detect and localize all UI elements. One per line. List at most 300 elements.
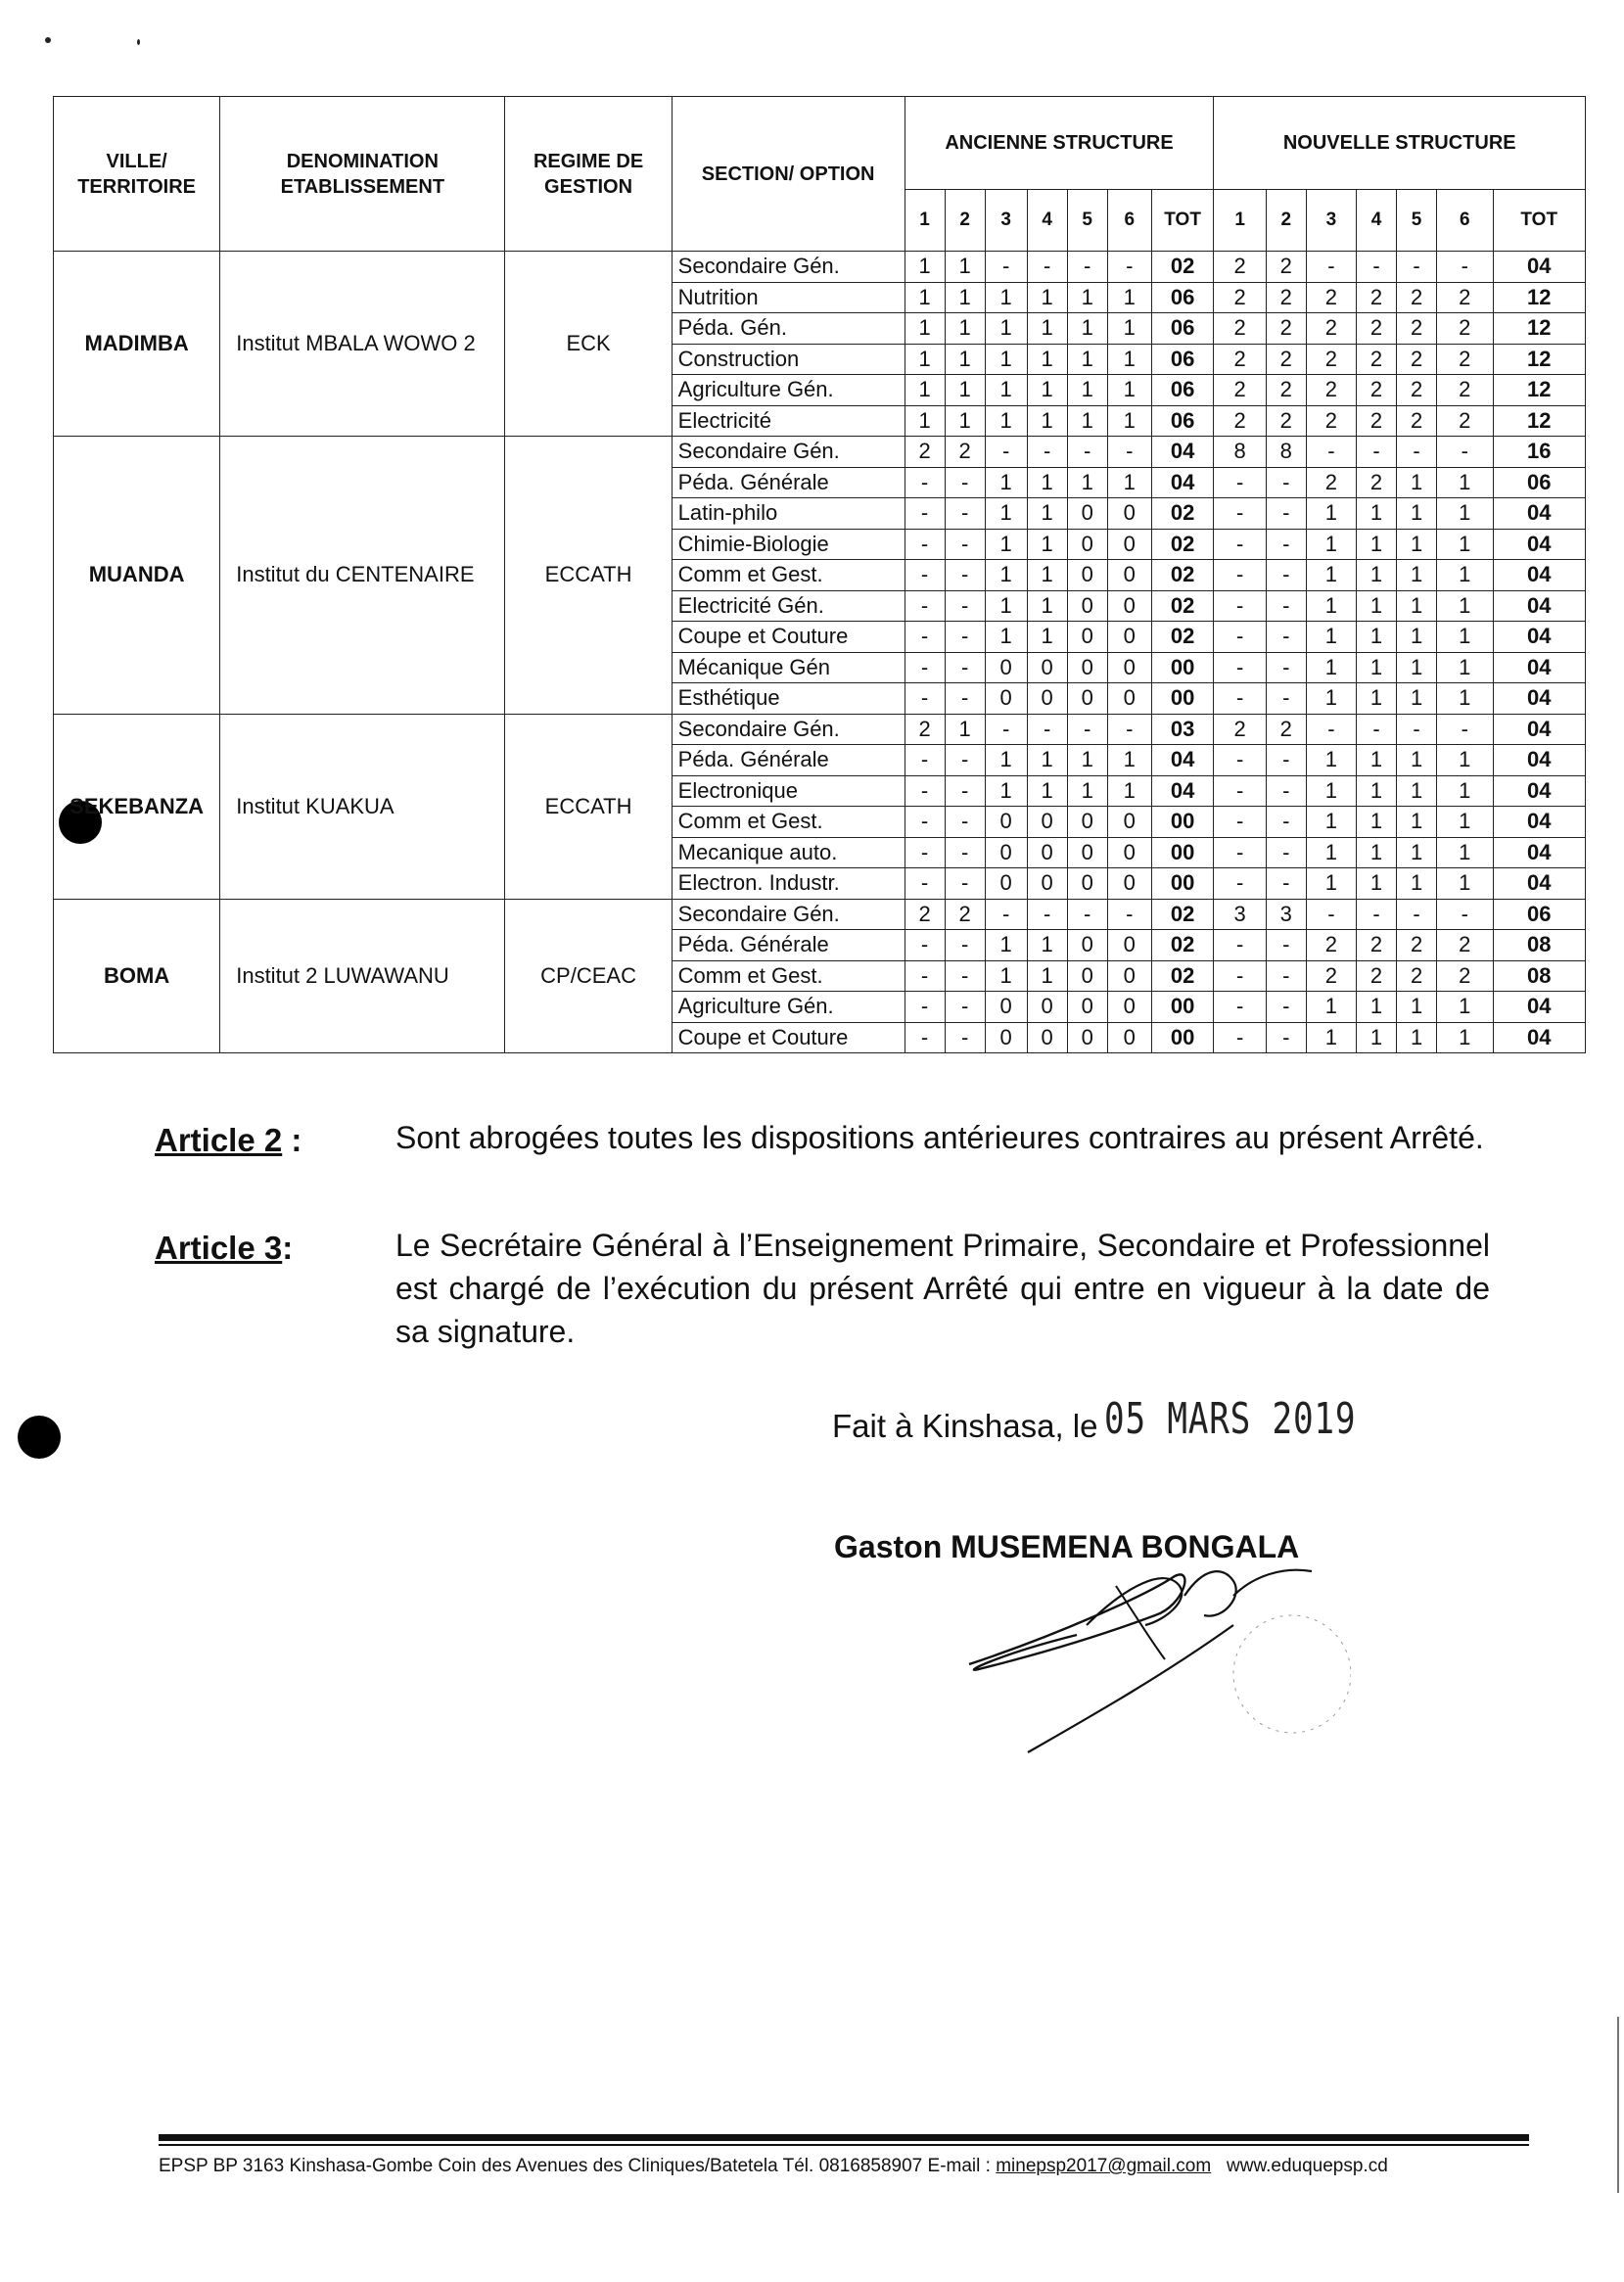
ancienne-value: - <box>905 652 945 683</box>
ancienne-value: - <box>905 930 945 961</box>
nouvelle-total: 04 <box>1493 868 1586 900</box>
nouvelle-value: - <box>1357 252 1397 283</box>
ancienne-value: 1 <box>1107 405 1151 437</box>
nouvelle-value: 1 <box>1397 467 1437 498</box>
section-cell: Electronique <box>672 775 905 807</box>
footer-address: EPSP BP 3163 Kinshasa-Gombe Coin des Avenues des Cliniques/Batetela Tél. 0816858907 E-mail : <box>159 2156 991 2176</box>
ancienne-value: - <box>1027 714 1067 745</box>
section-cell: Coupe et Couture <box>672 1022 905 1053</box>
ancienne-value: - <box>985 437 1027 468</box>
ancienne-value: 0 <box>985 868 1027 900</box>
ancienne-value: 1 <box>1067 775 1107 807</box>
section-cell: Nutrition <box>672 282 905 313</box>
nouvelle-total: 12 <box>1493 313 1586 345</box>
header-nouvelle-structure: NOUVELLE STRUCTURE <box>1214 97 1586 190</box>
section-cell: Comm et Gest. <box>672 807 905 838</box>
ancienne-value: 0 <box>1067 807 1107 838</box>
ancienne-value: 0 <box>1107 622 1151 653</box>
scan-speck <box>45 37 51 43</box>
article-label: Article 2 : <box>155 1122 302 1158</box>
ville-cell: BOMA <box>54 899 220 1053</box>
section-cell: Mécanique Gén <box>672 652 905 683</box>
ancienne-value: - <box>945 930 985 961</box>
ancienne-value: 1 <box>985 960 1027 992</box>
nouvelle-total: 04 <box>1493 252 1586 283</box>
ancienne-total: 06 <box>1151 282 1214 313</box>
ancienne-value: 1 <box>945 405 985 437</box>
denomination-cell: Institut KUAKUA <box>220 714 505 899</box>
nouvelle-value: 1 <box>1306 775 1356 807</box>
ancienne-value: 1 <box>1067 467 1107 498</box>
nouvelle-value: - <box>1266 837 1306 868</box>
ancienne-value: 1 <box>1027 560 1067 591</box>
ancienne-value: 0 <box>1027 1022 1067 1053</box>
nouvelle-total: 04 <box>1493 622 1586 653</box>
place-line: Fait à Kinshasa, le <box>832 1408 1098 1444</box>
nouvelle-value: 8 <box>1266 437 1306 468</box>
nouvelle-value: 1 <box>1397 837 1437 868</box>
nouvelle-value: 2 <box>1437 282 1493 313</box>
nouvelle-value: 1 <box>1437 498 1493 530</box>
ancienne-value: - <box>905 560 945 591</box>
nouvelle-value: 2 <box>1306 313 1356 345</box>
nouvelle-total: 04 <box>1493 992 1586 1023</box>
nouvelle-value: 2 <box>1266 405 1306 437</box>
nouvelle-value: 1 <box>1397 683 1437 715</box>
nouvelle-col-header: 2 <box>1266 190 1306 252</box>
ancienne-value: - <box>905 837 945 868</box>
ancienne-value: 0 <box>1107 652 1151 683</box>
ancienne-value: - <box>945 683 985 715</box>
ancienne-value: 0 <box>1067 837 1107 868</box>
ancienne-value: - <box>1027 437 1067 468</box>
nouvelle-value: 2 <box>1306 344 1356 375</box>
footer-email[interactable]: minepsp2017@gmail.com <box>996 2156 1212 2176</box>
nouvelle-value: 2 <box>1437 960 1493 992</box>
nouvelle-value: - <box>1214 992 1266 1023</box>
nouvelle-value: 2 <box>1397 960 1437 992</box>
section-cell: Comm et Gest. <box>672 560 905 591</box>
section-cell: Agriculture Gén. <box>672 375 905 406</box>
ancienne-value: 0 <box>1107 960 1151 992</box>
nouvelle-total: 04 <box>1493 714 1586 745</box>
footer <box>159 2156 1549 2177</box>
ancienne-total: 06 <box>1151 313 1214 345</box>
nouvelle-value: - <box>1437 714 1493 745</box>
ancienne-value: - <box>985 899 1027 930</box>
nouvelle-value: 2 <box>1214 344 1266 375</box>
nouvelle-value: - <box>1214 807 1266 838</box>
ancienne-value: 1 <box>1107 745 1151 776</box>
ancienne-total: 00 <box>1151 992 1214 1023</box>
nouvelle-value: - <box>1214 930 1266 961</box>
nouvelle-value: - <box>1437 252 1493 283</box>
ancienne-total: 00 <box>1151 868 1214 900</box>
ancienne-total: 04 <box>1151 775 1214 807</box>
ancienne-value: 0 <box>1107 868 1151 900</box>
header-denomination: DENOMINATION ETABLISSEMENT <box>220 97 505 252</box>
table-row <box>54 714 1586 745</box>
nouvelle-value: 1 <box>1397 775 1437 807</box>
nouvelle-value: 2 <box>1266 344 1306 375</box>
ancienne-value: 0 <box>1027 837 1067 868</box>
ancienne-value: 1 <box>1027 775 1067 807</box>
ancienne-total: 06 <box>1151 405 1214 437</box>
ancienne-value: 1 <box>945 375 985 406</box>
ancienne-value: - <box>1027 252 1067 283</box>
nouvelle-total: 04 <box>1493 590 1586 622</box>
ancienne-value: 0 <box>985 807 1027 838</box>
nouvelle-value: 2 <box>1357 467 1397 498</box>
ancienne-col-header: TOT <box>1151 190 1214 252</box>
nouvelle-value: - <box>1266 992 1306 1023</box>
ancienne-value: 0 <box>985 837 1027 868</box>
ancienne-value: 0 <box>1027 652 1067 683</box>
ancienne-value: - <box>1067 252 1107 283</box>
ancienne-value: 0 <box>1107 807 1151 838</box>
ancienne-value: - <box>945 467 985 498</box>
ancienne-value: 0 <box>985 1022 1027 1053</box>
ancienne-value: - <box>945 837 985 868</box>
ancienne-value: 0 <box>1107 837 1151 868</box>
nouvelle-value: 2 <box>1357 405 1397 437</box>
ancienne-value: - <box>945 807 985 838</box>
nouvelle-value: - <box>1437 899 1493 930</box>
ancienne-total: 02 <box>1151 590 1214 622</box>
date-stamp: 05 MARS 2019 <box>1104 1394 1357 1444</box>
ancienne-value: 1 <box>985 282 1027 313</box>
ancienne-total: 02 <box>1151 252 1214 283</box>
ancienne-value: 1 <box>1107 282 1151 313</box>
ancienne-col-header: 4 <box>1027 190 1067 252</box>
nouvelle-col-header: 6 <box>1437 190 1493 252</box>
section-cell: Agriculture Gén. <box>672 992 905 1023</box>
ancienne-value: 0 <box>1067 560 1107 591</box>
ancienne-value: 0 <box>985 652 1027 683</box>
nouvelle-col-header: 3 <box>1306 190 1356 252</box>
nouvelle-total: 04 <box>1493 745 1586 776</box>
nouvelle-value: - <box>1266 683 1306 715</box>
nouvelle-value: 1 <box>1397 992 1437 1023</box>
nouvelle-value: 2 <box>1214 252 1266 283</box>
ancienne-value: - <box>905 960 945 992</box>
ancienne-col-header: 2 <box>945 190 985 252</box>
nouvelle-value: - <box>1266 652 1306 683</box>
nouvelle-value: 1 <box>1357 775 1397 807</box>
ancienne-value: - <box>1107 437 1151 468</box>
ancienne-value: 1 <box>1027 344 1067 375</box>
ancienne-value: 1 <box>1107 344 1151 375</box>
nouvelle-value: - <box>1214 498 1266 530</box>
ancienne-value: - <box>905 807 945 838</box>
ancienne-value: 0 <box>1067 868 1107 900</box>
nouvelle-value: - <box>1214 1022 1266 1053</box>
ancienne-value: - <box>905 1022 945 1053</box>
nouvelle-col-header: 4 <box>1357 190 1397 252</box>
nouvelle-value: - <box>1214 745 1266 776</box>
nouvelle-value: - <box>1266 807 1306 838</box>
establishment-table <box>53 96 1586 1053</box>
nouvelle-value: 1 <box>1437 652 1493 683</box>
nouvelle-value: 1 <box>1306 837 1356 868</box>
nouvelle-total: 04 <box>1493 529 1586 560</box>
nouvelle-value: - <box>1306 899 1356 930</box>
ancienne-value: 1 <box>1107 775 1151 807</box>
nouvelle-value: 1 <box>1357 992 1397 1023</box>
ville-cell: MUANDA <box>54 437 220 715</box>
section-cell: Electricité Gén. <box>672 590 905 622</box>
nouvelle-value: 2 <box>1397 282 1437 313</box>
nouvelle-value: 3 <box>1266 899 1306 930</box>
nouvelle-value: - <box>1397 437 1437 468</box>
regime-cell: CP/CEAC <box>505 899 672 1053</box>
nouvelle-total: 04 <box>1493 498 1586 530</box>
nouvelle-value: 1 <box>1437 745 1493 776</box>
nouvelle-value: 2 <box>1397 405 1437 437</box>
ancienne-value: 1 <box>985 313 1027 345</box>
nouvelle-value: 1 <box>1437 622 1493 653</box>
section-cell: Construction <box>672 344 905 375</box>
ancienne-value: 1 <box>945 344 985 375</box>
nouvelle-value: 1 <box>1397 1022 1437 1053</box>
nouvelle-value: - <box>1266 1022 1306 1053</box>
ancienne-value: - <box>945 652 985 683</box>
ville-cell: MADIMBA <box>54 252 220 437</box>
ancienne-col-header: 5 <box>1067 190 1107 252</box>
ancienne-value: 1 <box>905 375 945 406</box>
footer-rule <box>159 2134 1529 2141</box>
ancienne-value: - <box>945 775 985 807</box>
nouvelle-value: 1 <box>1397 745 1437 776</box>
nouvelle-value: - <box>1266 622 1306 653</box>
ancienne-value: 1 <box>985 344 1027 375</box>
ancienne-value: 1 <box>1107 375 1151 406</box>
ville-cell: SEKEBANZA <box>54 714 220 899</box>
nouvelle-value: - <box>1357 437 1397 468</box>
nouvelle-value: 2 <box>1357 960 1397 992</box>
nouvelle-value: 2 <box>1306 467 1356 498</box>
nouvelle-total: 16 <box>1493 437 1586 468</box>
nouvelle-value: 3 <box>1214 899 1266 930</box>
ancienne-value: - <box>905 529 945 560</box>
denomination-cell: Institut du CENTENAIRE <box>220 437 505 715</box>
section-cell: Secondaire Gén. <box>672 437 905 468</box>
ancienne-value: 1 <box>945 714 985 745</box>
nouvelle-total: 04 <box>1493 683 1586 715</box>
nouvelle-value: - <box>1266 529 1306 560</box>
ancienne-value: 0 <box>1107 930 1151 961</box>
nouvelle-value: 1 <box>1357 498 1397 530</box>
nouvelle-value: - <box>1266 560 1306 591</box>
nouvelle-value: - <box>1266 590 1306 622</box>
nouvelle-value: - <box>1214 868 1266 900</box>
ancienne-value: - <box>905 775 945 807</box>
nouvelle-value: - <box>1214 590 1266 622</box>
section-cell: Secondaire Gén. <box>672 714 905 745</box>
nouvelle-value: 1 <box>1437 467 1493 498</box>
nouvelle-value: 1 <box>1397 498 1437 530</box>
regime-cell: ECCATH <box>505 437 672 715</box>
ancienne-value: 0 <box>1107 560 1151 591</box>
nouvelle-value: 2 <box>1437 313 1493 345</box>
ancienne-value: - <box>1067 437 1107 468</box>
nouvelle-value: - <box>1357 714 1397 745</box>
nouvelle-value: 2 <box>1357 313 1397 345</box>
ancienne-value: 1 <box>1027 498 1067 530</box>
nouvelle-value: 1 <box>1437 807 1493 838</box>
signer-name: Gaston MUSEMENA BONGALA <box>834 1529 1300 1564</box>
ancienne-value: 1 <box>1027 282 1067 313</box>
article-label: Article 3: <box>155 1230 294 1266</box>
section-cell: Péda. Générale <box>672 930 905 961</box>
nouvelle-total: 04 <box>1493 1022 1586 1053</box>
ancienne-value: 1 <box>1067 344 1107 375</box>
ancienne-value: 0 <box>1107 498 1151 530</box>
nouvelle-total: 06 <box>1493 899 1586 930</box>
nouvelle-value: 2 <box>1437 375 1493 406</box>
ancienne-value: 0 <box>1067 529 1107 560</box>
footer-rule <box>159 2144 1529 2146</box>
ancienne-col-header: 6 <box>1107 190 1151 252</box>
section-cell: Mecanique auto. <box>672 837 905 868</box>
ancienne-value: 1 <box>1027 960 1067 992</box>
ancienne-value: - <box>945 560 985 591</box>
ancienne-value: 1 <box>985 622 1027 653</box>
section-cell: Esthétique <box>672 683 905 715</box>
nouvelle-value: 2 <box>1266 714 1306 745</box>
nouvelle-value: - <box>1266 745 1306 776</box>
nouvelle-value: 2 <box>1437 405 1493 437</box>
nouvelle-value: 1 <box>1437 775 1493 807</box>
nouvelle-value: 1 <box>1357 1022 1397 1053</box>
nouvelle-value: 2 <box>1214 375 1266 406</box>
nouvelle-total: 12 <box>1493 375 1586 406</box>
ancienne-value: 1 <box>1027 467 1067 498</box>
ancienne-total: 04 <box>1151 437 1214 468</box>
nouvelle-value: - <box>1397 899 1437 930</box>
nouvelle-value: 1 <box>1306 807 1356 838</box>
nouvelle-value: 2 <box>1266 252 1306 283</box>
ancienne-value: - <box>945 992 985 1023</box>
ancienne-value: 1 <box>1067 375 1107 406</box>
ancienne-value: - <box>1107 252 1151 283</box>
nouvelle-value: - <box>1214 775 1266 807</box>
nouvelle-value: - <box>1214 622 1266 653</box>
ancienne-total: 02 <box>1151 622 1214 653</box>
ancienne-total: 06 <box>1151 375 1214 406</box>
ancienne-value: - <box>905 622 945 653</box>
nouvelle-value: 1 <box>1306 529 1356 560</box>
nouvelle-value: 1 <box>1437 992 1493 1023</box>
nouvelle-value: 2 <box>1437 344 1493 375</box>
ancienne-value: 1 <box>1027 529 1067 560</box>
section-cell: Coupe et Couture <box>672 622 905 653</box>
nouvelle-value: 2 <box>1397 375 1437 406</box>
ancienne-value: 1 <box>1027 930 1067 961</box>
nouvelle-value: - <box>1306 714 1356 745</box>
nouvelle-value: 1 <box>1306 1022 1356 1053</box>
nouvelle-value: - <box>1214 683 1266 715</box>
nouvelle-value: - <box>1266 775 1306 807</box>
article-text: Sont abrogées toutes les dispositions antérieures contraires au présent Arrêté. <box>395 1120 1484 1155</box>
header-ancienne-structure: ANCIENNE STRUCTURE <box>905 97 1214 190</box>
ancienne-value: 1 <box>985 775 1027 807</box>
nouvelle-value: 2 <box>1357 282 1397 313</box>
nouvelle-value: 2 <box>1357 375 1397 406</box>
section-cell: Péda. Générale <box>672 745 905 776</box>
ancienne-value: 0 <box>1107 590 1151 622</box>
ancienne-value: - <box>1107 714 1151 745</box>
ancienne-value: 0 <box>1067 960 1107 992</box>
section-cell: Secondaire Gén. <box>672 252 905 283</box>
ancienne-value: 0 <box>1067 683 1107 715</box>
ancienne-value: - <box>945 529 985 560</box>
ancienne-value: - <box>945 590 985 622</box>
denomination-cell: Institut MBALA WOWO 2 <box>220 252 505 437</box>
ancienne-total: 04 <box>1151 467 1214 498</box>
ancienne-value: 0 <box>1067 622 1107 653</box>
section-cell: Latin-philo <box>672 498 905 530</box>
footer-website[interactable]: www.eduquepsp.cd <box>1227 2156 1388 2176</box>
ancienne-value: - <box>905 992 945 1023</box>
ancienne-value: - <box>905 868 945 900</box>
section-cell: Chimie-Biologie <box>672 529 905 560</box>
ancienne-value: 1 <box>985 930 1027 961</box>
ancienne-value: 1 <box>1027 405 1067 437</box>
ancienne-value: - <box>945 622 985 653</box>
scan-edge-line <box>1617 2017 1619 2193</box>
nouvelle-value: 8 <box>1214 437 1266 468</box>
table-row <box>54 899 1586 930</box>
ancienne-value: 0 <box>1107 992 1151 1023</box>
nouvelle-value: - <box>1214 529 1266 560</box>
ancienne-value: - <box>905 590 945 622</box>
nouvelle-total: 04 <box>1493 837 1586 868</box>
nouvelle-value: 1 <box>1437 560 1493 591</box>
ancienne-value: 1 <box>985 498 1027 530</box>
ancienne-value: 1 <box>1067 405 1107 437</box>
nouvelle-value: 1 <box>1306 868 1356 900</box>
nouvelle-value: 1 <box>1306 622 1356 653</box>
ancienne-value: - <box>945 498 985 530</box>
ancienne-value: - <box>905 745 945 776</box>
ancienne-value: 0 <box>1027 807 1067 838</box>
ancienne-value: - <box>985 252 1027 283</box>
nouvelle-value: 2 <box>1397 313 1437 345</box>
ancienne-col-header: 3 <box>985 190 1027 252</box>
nouvelle-total: 04 <box>1493 560 1586 591</box>
ancienne-value: 1 <box>1107 313 1151 345</box>
nouvelle-value: - <box>1266 868 1306 900</box>
nouvelle-value: 2 <box>1437 930 1493 961</box>
section-cell: Péda. Gén. <box>672 313 905 345</box>
ancienne-value: - <box>945 745 985 776</box>
ancienne-value: - <box>945 868 985 900</box>
ancienne-value: - <box>905 683 945 715</box>
ancienne-total: 03 <box>1151 714 1214 745</box>
nouvelle-value: 2 <box>1214 313 1266 345</box>
ancienne-total: 02 <box>1151 899 1214 930</box>
ancienne-value: 0 <box>1027 683 1067 715</box>
nouvelle-value: - <box>1357 899 1397 930</box>
ancienne-value: - <box>1067 899 1107 930</box>
ancienne-value: 1 <box>1107 467 1151 498</box>
nouvelle-col-header: TOT <box>1493 190 1586 252</box>
nouvelle-value: 1 <box>1397 652 1437 683</box>
ancienne-total: 02 <box>1151 529 1214 560</box>
article-text: Le Secrétaire Général à l’Enseignement Primaire, Secondaire et Professionnel est chargé de l’exécution du présent Arrêté qui entre en vigueur à la date de sa signature. <box>395 1228 1490 1349</box>
denomination-cell: Institut 2 LUWAWANU <box>220 899 505 1053</box>
